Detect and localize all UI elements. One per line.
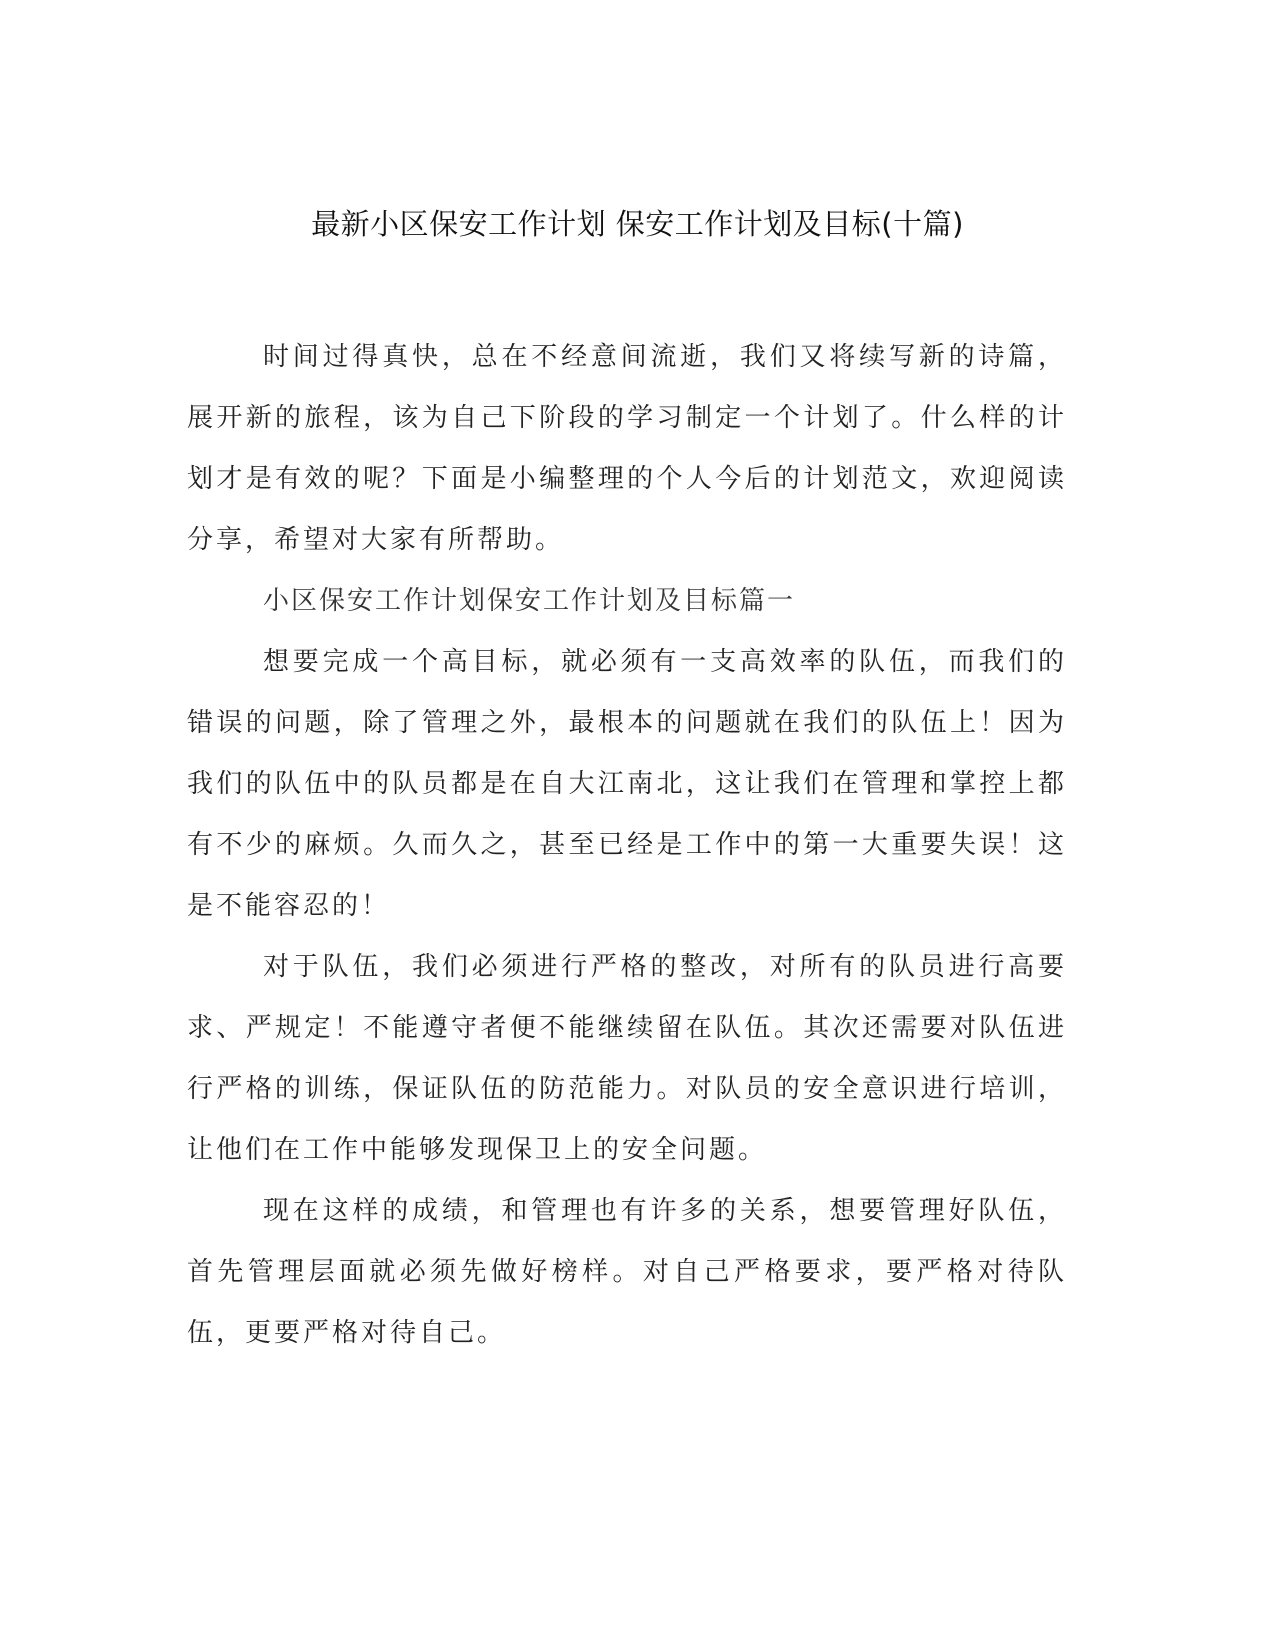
document-body [187,327,1067,1364]
intro-paragraph: 时间过得真快，总在不经意间流逝，我们又将续写新的诗篇，展开新的旅程，该为自己下阶段的学习制定一个计划了。什么样的计划才是有效的呢？下面是小编整理的个人今后的计划范文，欢迎阅读分享，希望对大家有所帮助。 [187,342,1067,555]
document-title: 最新小区保安工作计划 保安工作计划及目标(十篇) [311,207,964,241]
section-heading: 小区保安工作计划保安工作计划及目标篇一 [263,586,796,616]
body-paragraph-2: 对于队伍，我们必须进行严格的整改，对所有的队员进行高要求、严规定！不能遵守者便不能继续留在队伍。其次还需要对队伍进行严格的训练，保证队伍的防范能力。对队员的安全意识进行培训，让他们在工作中能够发现保卫上的安全问题。 [187,952,1067,1165]
body-paragraph-1: 想要完成一个高目标，就必须有一支高效率的队伍，而我们的错误的问题，除了管理之外，最根本的问题就在我们的队伍上！因为我们的队伍中的队员都是在自大江南北，这让我们在管理和掌控上都有不少的麻烦。久而久之，甚至已经是工作中的第一大重要失误！这是不能容忍的！ [187,647,1067,921]
body-paragraph-3: 现在这样的成绩，和管理也有许多的关系，想要管理好队伍，首先管理层面就必须先做好榜样。对自己严格要求，要严格对待队伍，更要严格对待自己。 [187,1196,1067,1348]
